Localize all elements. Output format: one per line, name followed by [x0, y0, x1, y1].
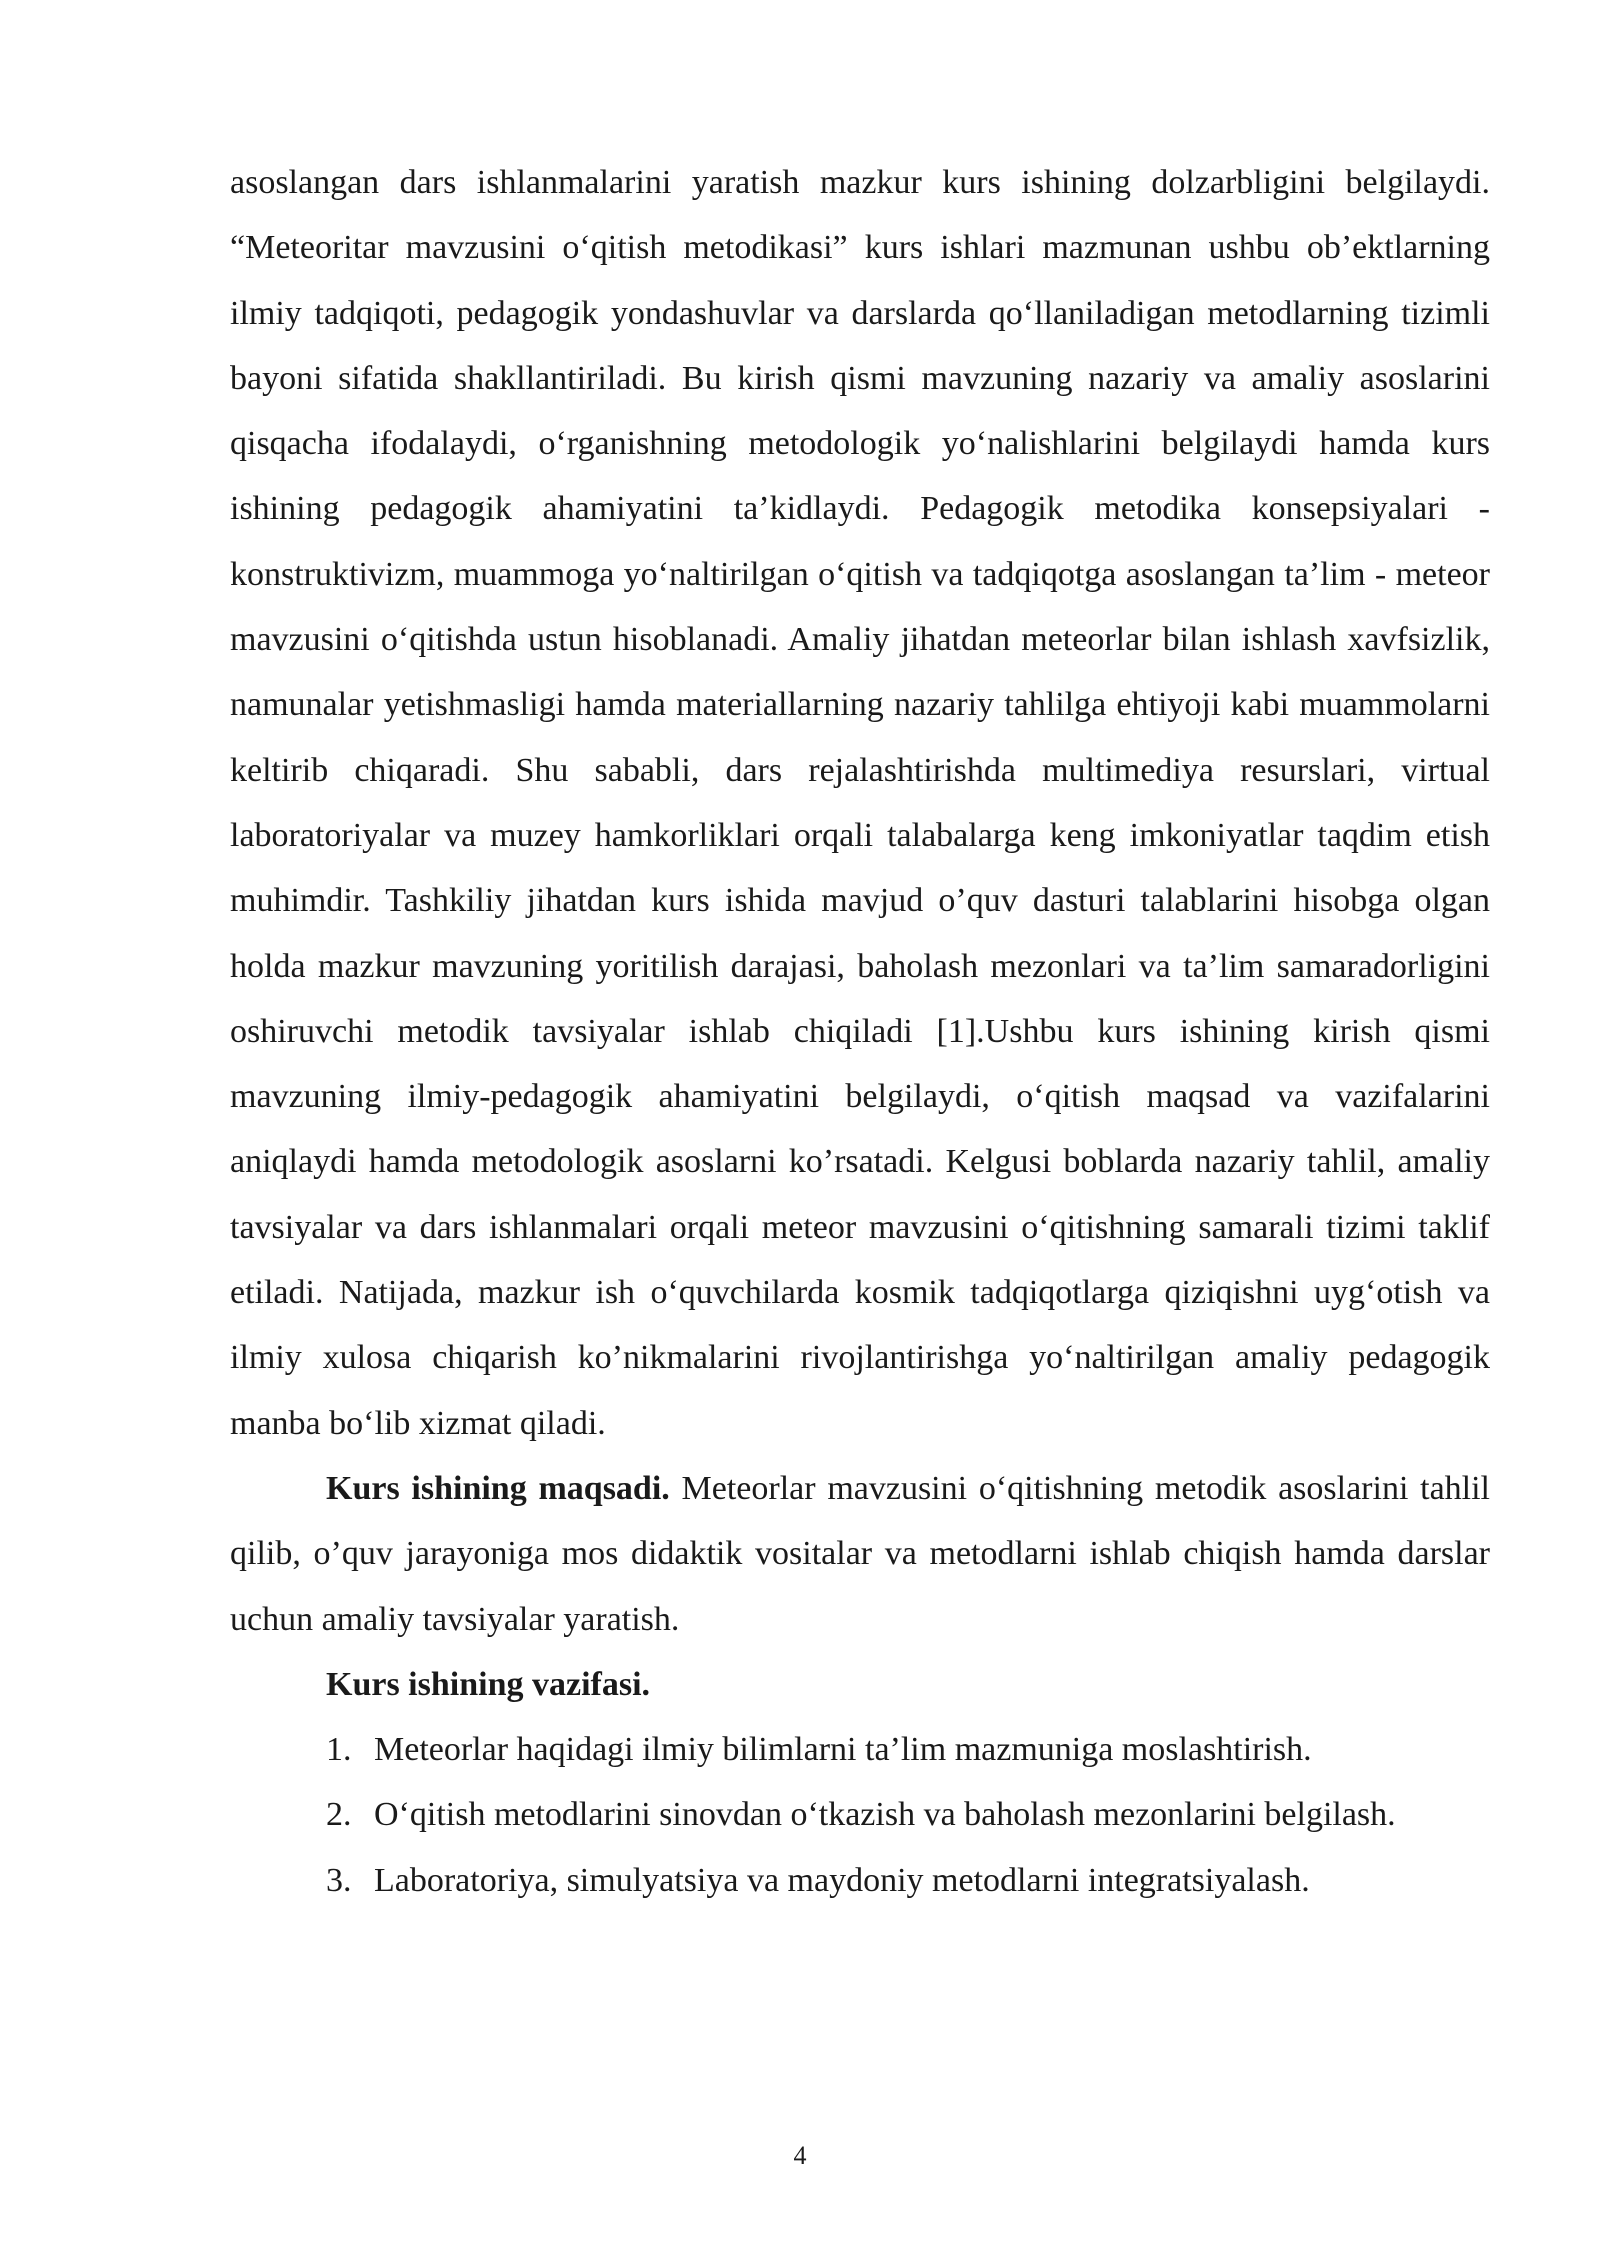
- task-list: [230, 1717, 1490, 1913]
- goal-text: Meteorlar mavzusini o‘qitishning metodik asoslarini tahlil qilib, o’quv jarayoniga mos didaktik vositalar va metodlarni ishlab chiqish hamda darslar uchun amaliy tavsiyalar yaratish.: [230, 1469, 1491, 1638]
- page-number: 4: [793, 2141, 807, 2170]
- list-item: [230, 1848, 1490, 1913]
- tasks-heading: Kurs ishining vazifasi.: [326, 1665, 651, 1703]
- intro-paragraph: asoslangan dars ishlanmalarini yaratish mazkur kurs ishining dolzarbligini belgilaydi. “Meteoritar mavzusini o‘qitish metodikasi” kurs ishlari mazmunan ushbu ob’ektlarning ilmiy tadqiqoti, pedagogik yondashuvlar va darslarda qo‘llaniladigan metodlarning tizimli bayoni sifatida shakllantiriladi. Bu kirish qismi mavzuning nazariy va amaliy asoslarini qisqacha ifodalaydi, o‘rganishning metodologik yo‘nalishlarini belgilaydi hamda kurs ishining pedagogik ahamiyatini ta’kidlaydi. Pedagogik metodika konsepsiyalari - konstruktivizm, muammoga yo‘naltirilgan o‘qitish va tadqiqotga asoslangan ta’lim - meteor mavzusini o‘qitishda ustun hisoblanadi. Amaliy jihatdan meteorlar bilan ishlash xavfsizlik, namunalar yetishmasligi hamda materiallarning nazariy tahlilga ehtiyoji kabi muammolarni keltirib chiqaradi. Shu sababli, dars rejalashtirishda multimediya resurslari, virtual laboratoriyalar va muzey hamkorliklari orqali talabalarga keng imkoniyatlar taqdim etish muhimdir. Tashkiliy jihatdan kurs ishida mavjud o’quv dasturi talablarini hisobga olgan holda mazkur mavzuning yoritilish darajasi, baholash mezonlari va ta’lim samaradorligini oshiruvchi metodik tavsiyalar ishlab chiqiladi [1].Ushbu kurs ishining kirish qismi mavzuning ilmiy-pedagogik ahamiyatini belgilaydi, o‘qitish maqsad va vazifalarini aniqlaydi hamda metodologik asoslarni ko’rsatadi. Kelgusi boblarda nazariy tahlil, amaliy tavsiyalar va dars ishlanmalari orqali meteor mavzusini o‘qitishning samarali tizimi taklif etiladi. Natijada, mazkur ish o‘quvchilarda kosmik tadqiqotlarga qiziqishni uyg‘otish va ilmiy xulosa chiqarish ko’nikmalarini rivojlantirishga yo‘naltirilgan amaliy pedagogik manba bo‘lib xizmat qiladi.: [230, 164, 1490, 1442]
- page-body: [230, 150, 1490, 1913]
- goal-label: Kurs ishining maqsadi.: [326, 1469, 670, 1507]
- list-item: [230, 1782, 1490, 1847]
- goal-paragraph: [230, 1456, 1490, 1652]
- list-item-number: 1.: [326, 1731, 352, 1769]
- list-item-text: Meteorlar haqidagi ilmiy bilimlarni ta’lim mazmuniga moslashtirish.: [374, 1731, 1312, 1769]
- list-item-number: 3.: [326, 1861, 352, 1899]
- list-item-number: 2.: [326, 1796, 352, 1834]
- list-item-text: O‘qitish metodlarini sinovdan o‘tkazish va baholash mezonlarini belgilash.: [374, 1796, 1396, 1834]
- list-item-text: Laboratoriya, simulyatsiya va maydoniy metodlarni integratsiyalash.: [374, 1861, 1310, 1899]
- list-item: [230, 1717, 1490, 1782]
